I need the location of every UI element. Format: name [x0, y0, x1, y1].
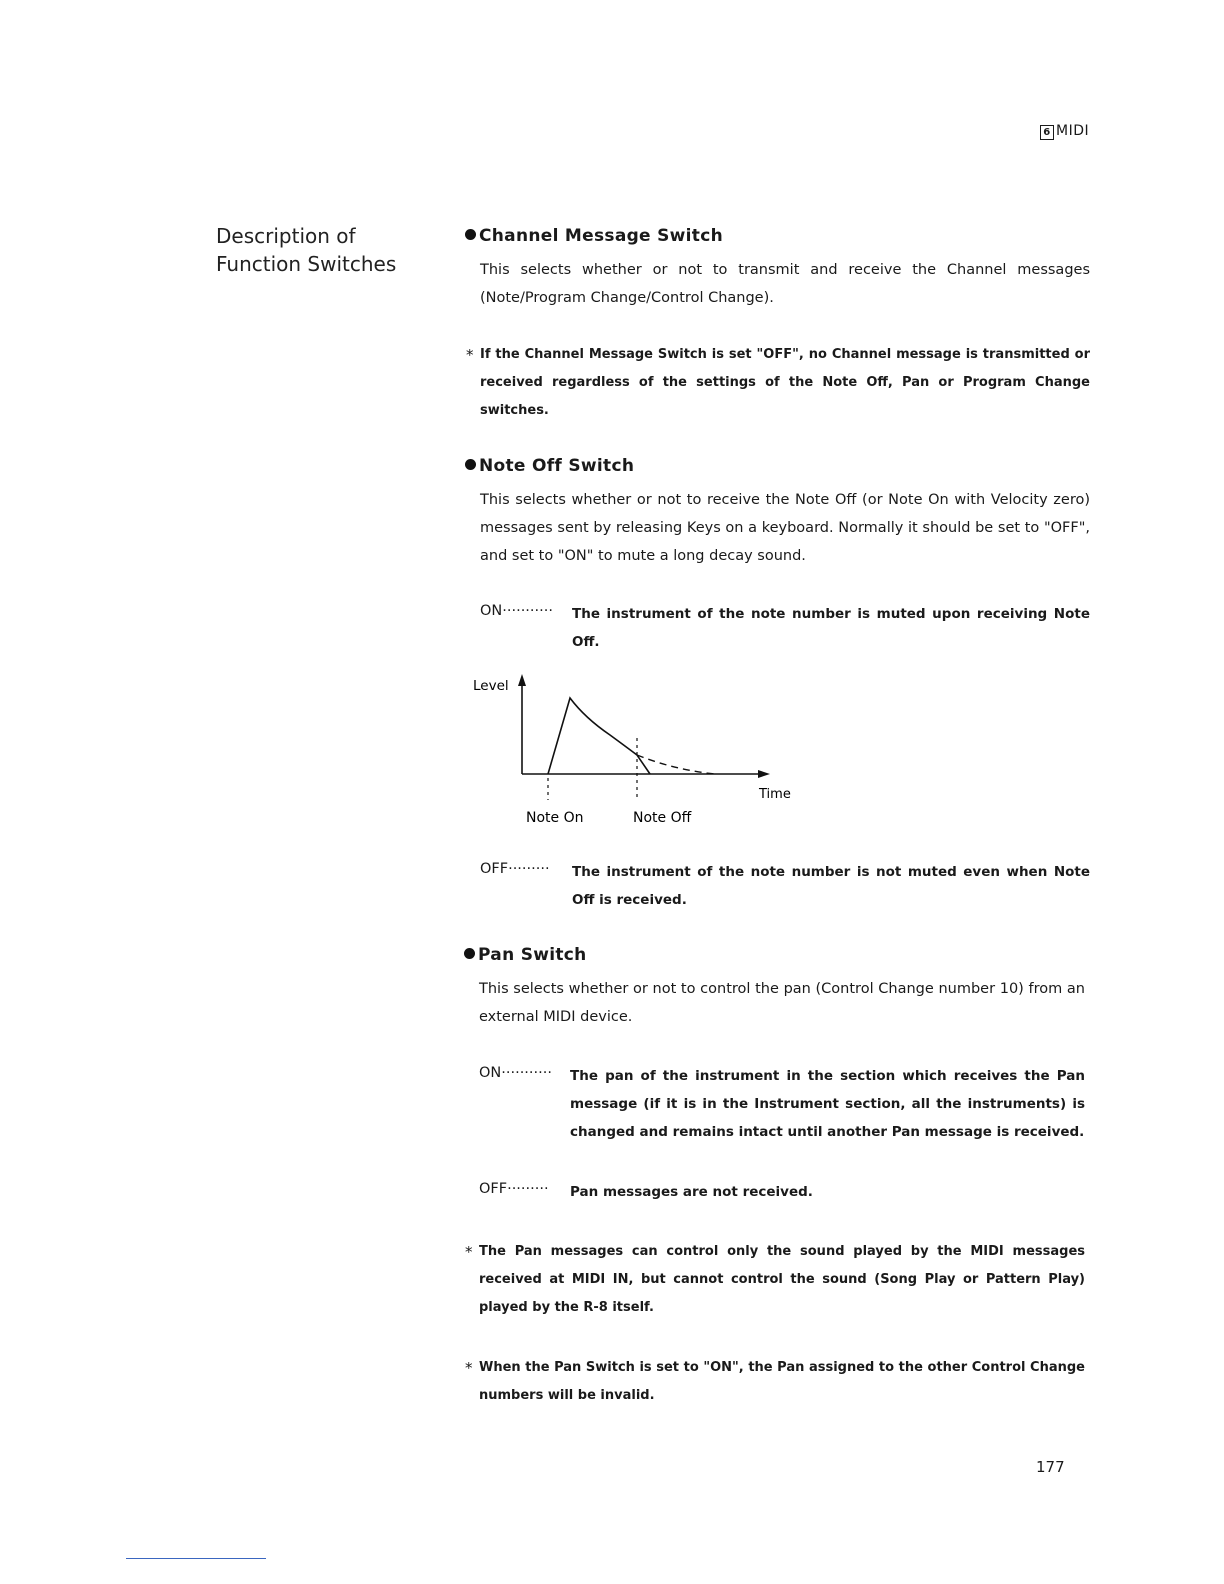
- x-axis-label: Time: [759, 787, 791, 802]
- pan-note-2-text: When the Pan Switch is set to "ON", the Pan assigned to the other Control Change numbers will be invalid.: [479, 1360, 1085, 1403]
- footer-divider: [126, 1558, 266, 1559]
- channel-body: This selects whether or not to transmit and receive the Channel messages (Note/Program Change/Control Change).: [480, 262, 1090, 306]
- envelope-curve: [548, 698, 650, 774]
- pan-body: This selects whether or not to control the pan (Control Change number 10) from an external MIDI device.: [479, 981, 1085, 1025]
- asterisk-icon: *: [465, 1359, 473, 1377]
- off-description: Pan messages are not received.: [570, 1184, 813, 1200]
- noteoff-body: This selects whether or not to receive the Note Off (or Note On with Velocity zero) messages sent by releasing Keys on a keyboard. Normally it should be set to "OFF", and set to "ON" to mute a long decay sound.: [480, 492, 1090, 564]
- off-description: The instrument of the note number is not muted even when Note Off is received.: [572, 864, 1090, 908]
- pan-off-definition: [479, 1178, 1085, 1206]
- y-axis: [518, 674, 526, 774]
- section-tag: [1040, 123, 1089, 140]
- noteoff-off-definition: [480, 858, 1090, 914]
- sidebar-title-line1: Description of: [216, 224, 356, 248]
- bullet-icon: [465, 459, 476, 470]
- sidebar-title: [216, 222, 396, 278]
- pan-note-1-text: The Pan messages can control only the sound played by the MIDI messages received at MIDI IN, but cannot control the sound (Song Play or Pattern Play) played by the R-8 itself.: [479, 1244, 1085, 1315]
- channel-note-text: If the Channel Message Switch is set "OFF", no Channel message is transmitted or received regardless of the settings of the Note Off, Pan or Program Change switches.: [480, 347, 1090, 418]
- pan-note-1: [465, 1238, 1085, 1322]
- leader-dots: ···········: [502, 603, 553, 619]
- on-label: ON: [479, 1065, 502, 1081]
- leader-dots: ···········: [501, 1065, 552, 1081]
- pan-note-2: [465, 1354, 1085, 1410]
- sidebar-title-line2: Function Switches: [216, 252, 397, 276]
- on-description: The instrument of the note number is muted upon receiving Note Off.: [572, 606, 1090, 650]
- channel-heading: [465, 226, 723, 246]
- pan-on-definition: [479, 1062, 1085, 1146]
- section-number-box: 6: [1040, 125, 1054, 140]
- on-description: The pan of the instrument in the section which receives the Pan message (if it is in the Instrument section, all the instruments) is changed and remains intact until another Pan message is received.: [570, 1068, 1085, 1140]
- pan-heading-text: Pan Switch: [478, 945, 587, 965]
- pan-heading: [464, 945, 587, 965]
- noteoff-on-definition: [480, 600, 1090, 656]
- off-label: OFF: [479, 1181, 508, 1197]
- bullet-icon: [464, 948, 475, 959]
- x-axis: [522, 770, 770, 778]
- bullet-icon: [465, 229, 476, 240]
- note-off-label: Note Off: [633, 810, 692, 826]
- y-axis-label: Level: [473, 678, 509, 694]
- envelope-graph: [470, 670, 810, 840]
- noteoff-heading: [465, 456, 634, 476]
- asterisk-icon: *: [466, 346, 474, 364]
- on-label: ON: [480, 603, 503, 619]
- off-label: OFF: [480, 861, 509, 877]
- asterisk-icon: *: [465, 1243, 473, 1261]
- channel-heading-text: Channel Message Switch: [479, 226, 723, 246]
- leader-dots: ·········: [507, 1181, 549, 1197]
- leader-dots: ·········: [508, 861, 550, 877]
- noteoff-heading-text: Note Off Switch: [479, 456, 635, 476]
- channel-note: [466, 341, 1090, 425]
- page-number: 177: [1036, 1458, 1065, 1476]
- section-title: MIDI: [1056, 123, 1090, 139]
- note-on-label: Note On: [526, 810, 584, 826]
